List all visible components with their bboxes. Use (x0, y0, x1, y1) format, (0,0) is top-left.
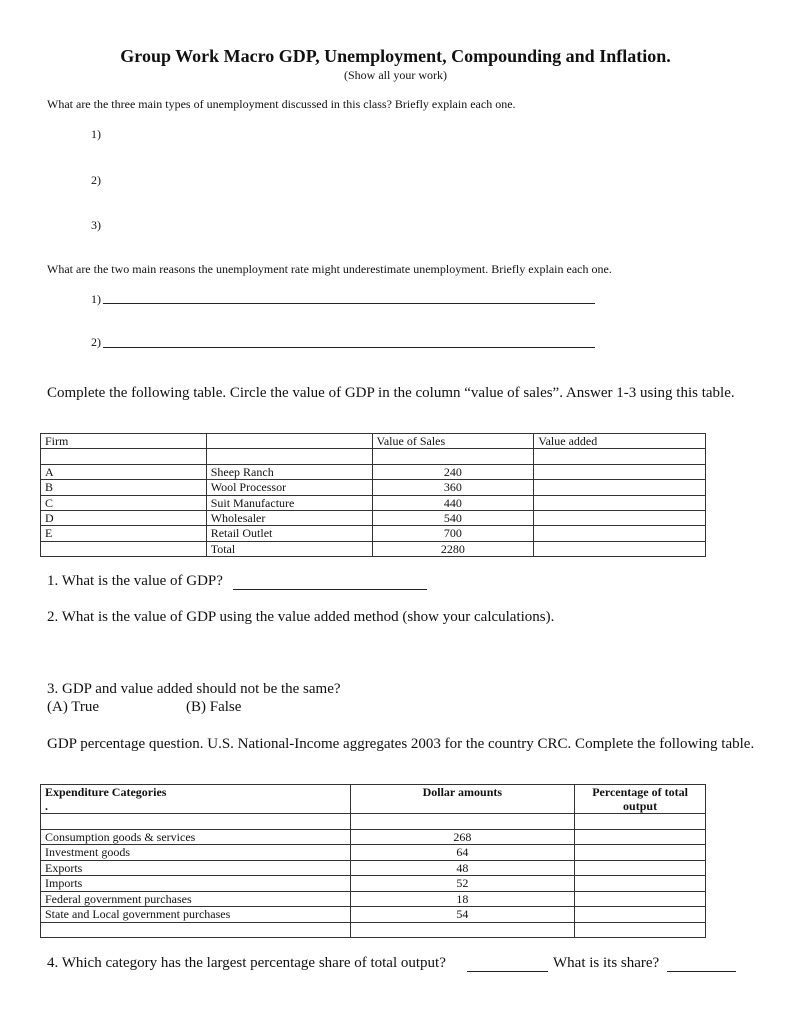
category-cell: Federal government purchases (41, 891, 351, 907)
table-instructions: Complete the following table. Circle the value of GDP in the column “value of sales”. Answer 1-3 using this table. (47, 385, 735, 401)
question-unemployment-types: What are the three main types of unemployment discussed in this class? Briefly explain each one. (47, 97, 516, 111)
table-spacer-row (41, 449, 706, 464)
page-title: Group Work Macro GDP, Unemployment, Compounding and Inflation. (120, 46, 671, 66)
table-row (41, 510, 706, 525)
answer-label-1: 1) (91, 127, 101, 141)
value-added-cell[interactable] (534, 464, 706, 479)
table-row (41, 907, 706, 923)
table-row (41, 845, 706, 861)
header-value-added: Value added (534, 434, 706, 449)
table-spacer-row (41, 922, 706, 938)
table-row (41, 495, 706, 510)
percentage-cell[interactable] (575, 876, 706, 892)
table-total-row (41, 541, 706, 556)
gdp-instructions: GDP percentage question. U.S. National-Income aggregates 2003 for the country CRC. Complete the following table. (47, 736, 755, 752)
total-value-added-cell[interactable] (534, 541, 706, 556)
table-row (41, 829, 706, 845)
expenditure-table (40, 784, 706, 938)
amount-cell: 268 (350, 829, 575, 845)
page-subtitle: (Show all your work) (344, 68, 447, 82)
answer-line-1[interactable] (103, 303, 595, 304)
header-expenditure-label: Expenditure Categories (45, 785, 167, 799)
header-name (206, 434, 372, 449)
value-added-cell[interactable] (534, 480, 706, 495)
option-false[interactable]: (B) False (186, 699, 242, 715)
value-added-cell[interactable] (534, 526, 706, 541)
question-underestimate: What are the two main reasons the unemployment rate might underestimate unemployment. Briefly explain each one. (47, 262, 612, 276)
firm-cell: A (41, 464, 207, 479)
percentage-cell[interactable] (575, 907, 706, 923)
table-spacer-row (41, 814, 706, 830)
header-expenditure-categories (41, 785, 351, 814)
firm-cell: E (41, 526, 207, 541)
question-4: 4. Which category has the largest percentage share of total output? (47, 955, 446, 971)
amount-cell: 54 (350, 907, 575, 923)
header-mark: . (45, 799, 48, 813)
amount-cell: 64 (350, 845, 575, 861)
gdp-answer-line[interactable] (233, 589, 427, 590)
table-row (41, 526, 706, 541)
firm-name-cell: Retail Outlet (206, 526, 372, 541)
amount-cell: 48 (350, 860, 575, 876)
category-cell: Imports (41, 876, 351, 892)
header-firm: Firm (41, 434, 207, 449)
firm-name-cell: Suit Manufacture (206, 495, 372, 510)
sales-cell: 360 (372, 480, 534, 495)
sales-cell: 240 (372, 464, 534, 479)
table-row (41, 480, 706, 495)
answer-label-3: 3) (91, 218, 101, 232)
firm-name-cell: Wholesaler (206, 510, 372, 525)
firm-table (40, 433, 706, 557)
question-2: 2. What is the value of GDP using the value added method (show your calculations). (47, 609, 555, 625)
table-row (41, 464, 706, 479)
category-cell: Exports (41, 860, 351, 876)
total-label-cell: Total (206, 541, 372, 556)
percentage-cell[interactable] (575, 829, 706, 845)
sales-cell: 540 (372, 510, 534, 525)
header-dollar-amounts: Dollar amounts (350, 785, 575, 814)
percentage-cell[interactable] (575, 891, 706, 907)
category-cell: State and Local government purchases (41, 907, 351, 923)
category-cell: Consumption goods & services (41, 829, 351, 845)
table-header-row (41, 434, 706, 449)
amount-cell: 52 (350, 876, 575, 892)
total-sales-cell: 2280 (372, 541, 534, 556)
category-cell: Investment goods (41, 845, 351, 861)
firm-name-cell: Wool Processor (206, 480, 372, 495)
underestimate-label-2: 2) (91, 335, 101, 349)
answer-line-2[interactable] (103, 347, 595, 348)
table-row (41, 876, 706, 892)
firm-cell: C (41, 495, 207, 510)
answer-label-2: 2) (91, 173, 101, 187)
table-row (41, 860, 706, 876)
share-answer-line[interactable] (667, 971, 736, 972)
firm-cell: D (41, 510, 207, 525)
question-1: 1. What is the value of GDP? (47, 573, 223, 589)
share-question: What is its share? (553, 955, 660, 971)
table-row (41, 891, 706, 907)
amount-cell: 18 (350, 891, 575, 907)
percentage-cell[interactable] (575, 860, 706, 876)
firm-name-cell: Sheep Ranch (206, 464, 372, 479)
underestimate-label-1: 1) (91, 292, 101, 306)
percentage-cell[interactable] (575, 845, 706, 861)
category-answer-line[interactable] (467, 971, 548, 972)
option-true[interactable]: (A) True (47, 699, 100, 715)
sales-cell: 700 (372, 526, 534, 541)
sales-cell: 440 (372, 495, 534, 510)
header-percentage: Percentage of total output (575, 785, 706, 814)
value-added-cell[interactable] (534, 495, 706, 510)
question-3: 3. GDP and value added should not be the same? (47, 681, 341, 697)
firm-cell (41, 541, 207, 556)
firm-cell: B (41, 480, 207, 495)
value-added-cell[interactable] (534, 510, 706, 525)
header-value-of-sales: Value of Sales (372, 434, 534, 449)
table-header-row (41, 785, 706, 814)
